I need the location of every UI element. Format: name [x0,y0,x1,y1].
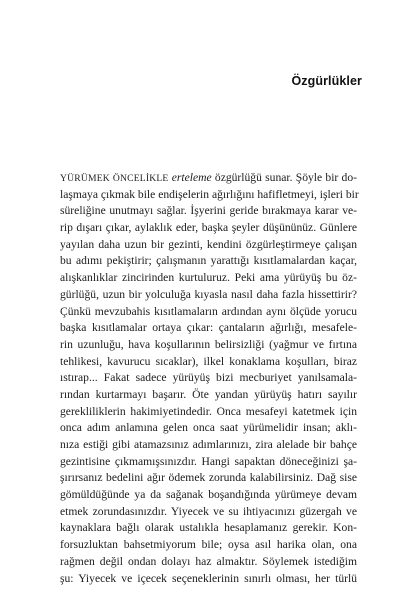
text-line: şu: Yiyecek ve içecek seçeneklerinin sınırlı olması, her türlü [60,571,357,585]
text-line: rip dışarı çıkar, aylaklık eder, başka şeyler düşününüz. Günlere [60,221,357,235]
text-line: başka kısıtlamalar ortaya çıkar: çantaların ağırlığı, mesafele- [60,321,357,335]
text-line-opening [60,170,357,187]
text-line: laşmaya çıkmak bile endişelerin ağırlığını hafifletmeyi, işleri bir [60,187,359,201]
text-line: tehlikesi, kavurucu sıcaklar), ilkel konaklama koşulları, biraz [60,354,357,368]
text-line: gezintisine çıkmamışsınızdır. Hangi sapaktan döneceğinizi şa- [60,454,357,468]
body-paragraph [60,170,357,587]
chapter-title: Özgürlükler [291,74,362,88]
opening-italic-word: erteleme [171,171,212,184]
text-line: rağmen değil ondan dolayı haz almaktır. Söylemek istediğim [60,554,357,568]
text-line: ıstırap... Fakat sadece yürüyüş bizi mecburiyet yanılsamala- [60,371,357,385]
text-line: rından kurtarmayı başarır. Öte yandan yürüyüş hatırı sayılır [60,387,357,401]
text-line: alışkanlıklar zincirinden kurtuluruz. Peki ama yürüyüş bu öz- [60,271,357,285]
text-line: forsuzluktan bahsetmiyorum bile; oysa asıl harika olan, ona [60,538,357,552]
text-line: Çünkü mevzubahis kısıtlamaların ardından aynı ölçüde yorucu [60,304,357,318]
opening-rest: özgürlüğü sunar. Şöyle bir do- [214,171,357,184]
text-line: yayılan daha uzun bir gezinti, kendini özgürleştirmeye çalışan [60,237,357,251]
text-line: gürlüğü, uzun bir yolculuğa kıyasla nasıl daha fazla hissettirir? [60,287,357,301]
text-line: şırırsanız bedelini ağır ödemek zorunda kalabilirsiniz. Dağ sise [60,471,357,485]
text-line: onca adım anlamına gelen onca saat yürümelidir insan; aklı- [60,421,357,435]
text-line: gömüldüğünde ya da sağanak boşandığında yürümeye devam [60,488,357,502]
text-line: süreliğine unutmayı sağlar. İşyerini geride bırakmaya karar ve- [60,204,357,218]
text-line: rin uzunluğu, hava koşullarının belirsizliği (yağmur ve fırtına [60,337,357,351]
text-line: gerekliliklerin hakimiyetindedir. Onca mesafeyi katetmek için [60,404,357,418]
text-line: etmek zorundasınızdır. Yiyecek ve su ihtiyacınızı güzergah ve [60,504,357,518]
text-line: kaynaklara bağlı olarak ustalıkla hesaplamanız gerekir. Kon- [60,521,357,535]
opening-smallcaps: YÜRÜMEK ÖNCELİKLE [60,173,169,184]
text-line: nıza estiği gibi atamazsınız adımlarınızı, zira alelade bir bahçe [60,438,357,451]
text-line: bu adımı pekiştirir; çalışmanın yarattığı kısıtlamalardan kaçar, [60,254,357,268]
